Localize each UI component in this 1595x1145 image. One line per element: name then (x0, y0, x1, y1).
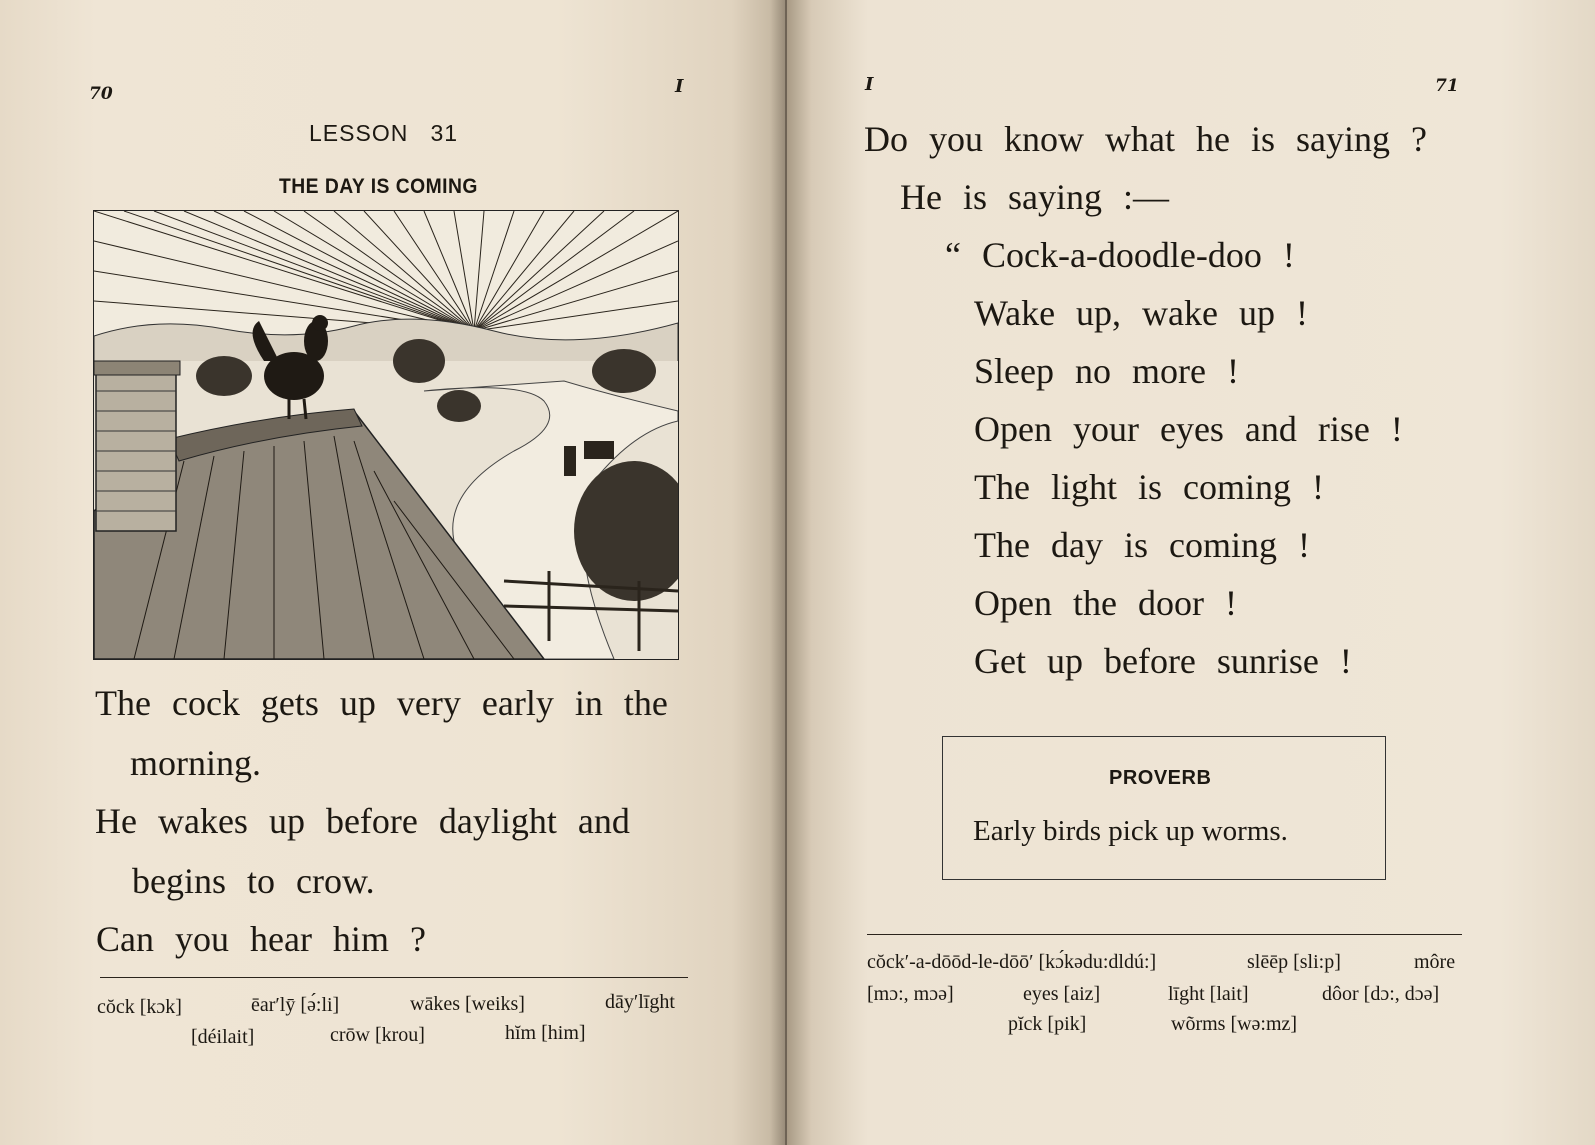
proverb-heading: PROVERB (1109, 767, 1212, 789)
pron-more-ipa: [mɔ:, mɔə] (867, 983, 954, 1005)
pron-cock: cŏck [kɔk] (97, 996, 182, 1018)
pron-worms: wõrms [wə:mz] (1171, 1013, 1298, 1035)
intro-lead: He is saying :— (900, 177, 1169, 217)
proverb-box (942, 736, 1386, 880)
left-page (0, 0, 795, 1145)
poem-line-1: “ Cock-a-doodle-doo ! (945, 235, 1295, 275)
chimney (94, 361, 180, 531)
poem-line-3: Sleep no more ! (974, 351, 1239, 391)
pron-him: hĭm [him] (505, 1022, 586, 1044)
pron-wakes: wākes [weiks] (410, 993, 525, 1015)
text-line-1: The cock gets up very early in the (95, 683, 668, 723)
right-page (785, 0, 1595, 1145)
footnote-rule-left (100, 977, 688, 978)
pron-daylight: dāy′līght (605, 991, 675, 1013)
page-number-right: 71 (1435, 76, 1459, 96)
text-line-2: morning. (130, 743, 261, 783)
lesson-label: LESSON (309, 120, 409, 146)
pron-more: môre (1414, 951, 1456, 973)
text-line-5: Can you hear him ? (96, 919, 426, 959)
lesson-title: THE DAY IS COMING (279, 175, 478, 198)
poem-line-4: Open your eyes and rise ! (974, 409, 1403, 449)
proverb-text: Early birds pick up worms. (973, 815, 1288, 847)
rooster-illustration-svg (94, 211, 678, 659)
pron-cock-a-doodle-doo: cŏck′-a-dōōd-le-dōō′ [kɔ́kədu:dldú:] (867, 951, 1157, 973)
corner-mark-right: I (865, 74, 874, 95)
pron-daylight-ipa: [déilait] (191, 1026, 255, 1048)
corner-mark-left: I (675, 76, 684, 97)
rooster-illustration (93, 210, 679, 660)
intro-question: Do you know what he is saying ? (864, 119, 1427, 159)
pron-door: dôor [dɔ:, dɔə] (1322, 983, 1440, 1005)
footnote-rule-right (867, 934, 1462, 935)
pron-crow: crōw [krou] (330, 1024, 425, 1046)
sun-rays (94, 211, 678, 331)
pron-light: līght [lait] (1168, 983, 1249, 1005)
lesson-heading (309, 120, 458, 147)
pron-eyes: eyes [aiz] (1023, 983, 1101, 1005)
poem-line-8: Get up before sunrise ! (974, 641, 1352, 681)
pron-early: ēar′lȳ [ə́:li] (251, 994, 340, 1016)
lesson-number: 31 (430, 120, 459, 146)
poem-line-6: The day is coming ! (974, 525, 1310, 565)
text-line-3: He wakes up before daylight and (95, 801, 630, 841)
pron-pick: pĭck [pik] (1008, 1013, 1087, 1035)
poem-line-7: Open the door ! (974, 583, 1237, 623)
poem-line-2: Wake up, wake up ! (974, 293, 1308, 333)
page-number-left: 70 (89, 84, 113, 104)
text-line-4: begins to crow. (132, 861, 375, 901)
poem-line-5: The light is coming ! (974, 467, 1324, 507)
pron-sleep: slēēp [sli:p] (1247, 951, 1341, 973)
